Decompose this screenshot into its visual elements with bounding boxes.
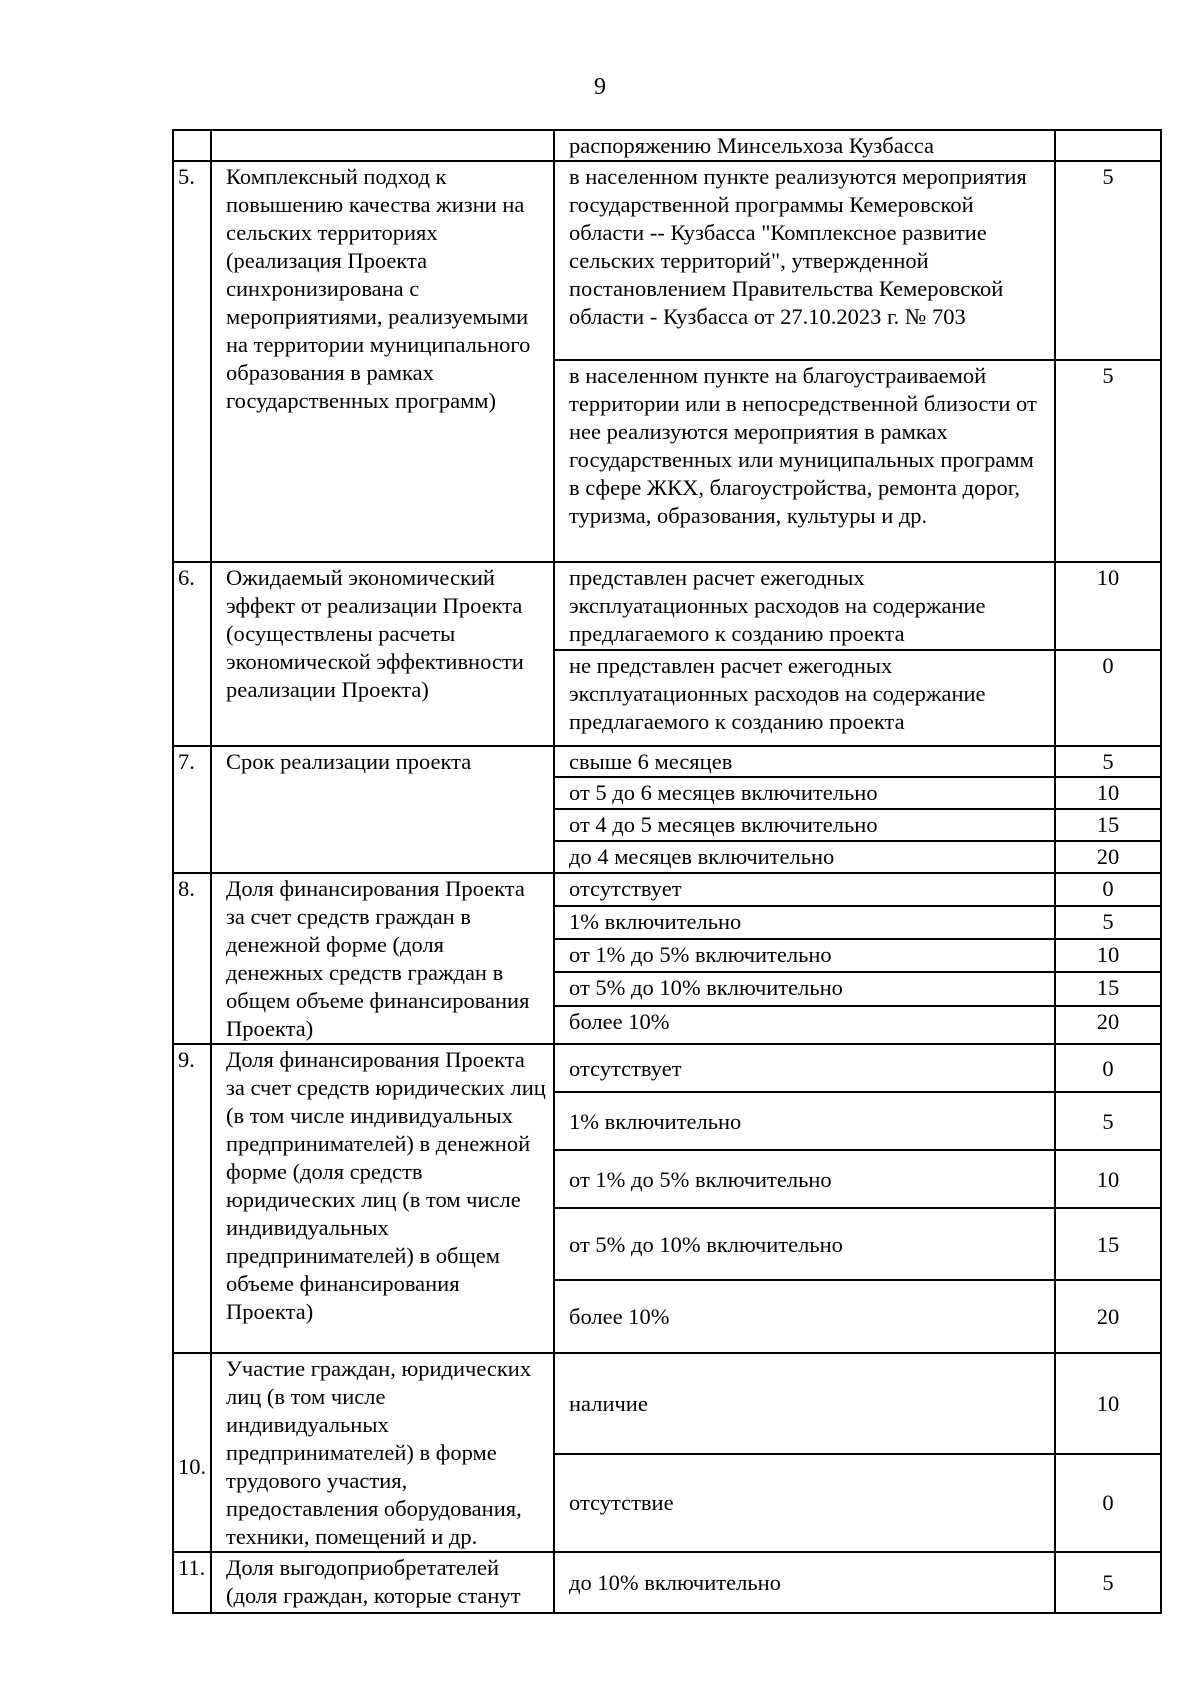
condition-text: в населенном пункте на благоустраиваемой территории или в непосредственной близости от нее реализуются мероприятия в рамках государственных или муниципальных программ в сфере ЖКХ, благоустройства, ремонта дорог, туризма, образования, культуры и др. (554, 360, 1055, 562)
criterion-number: 10. (173, 1353, 211, 1552)
criterion-number: 6. (173, 562, 211, 746)
table-row (173, 562, 1161, 650)
score-value (1055, 130, 1161, 161)
table-row (173, 1044, 1161, 1092)
score-value: 0 (1055, 873, 1161, 906)
score-value: 5 (1055, 1092, 1161, 1150)
condition-text: отсутствие (554, 1454, 1055, 1553)
score-value: 10 (1055, 562, 1161, 650)
criterion-number (173, 130, 211, 161)
condition-text: до 4 месяцев включительно (554, 841, 1055, 873)
criterion-text: Доля финансирования Проекта за счет средств юридических лиц (в том числе индивидуальных предпринимателей) в денежной форме (доля средств юридических лиц (в том числе индивидуальных предпринимателей) в общем объеме финансирования Проекта) (211, 1044, 554, 1353)
condition-text: в населенном пункте реализуются мероприятия государственной программы Кемеровской области -- Кузбасса "Комплексное развитие сельских территорий", утвержденной постановлением Правительства Кемеровской области - Кузбасса от 27.10.2023 г. № 703 (554, 161, 1055, 360)
page-number: 9 (594, 74, 606, 100)
score-value: 5 (1055, 746, 1161, 777)
condition-text: отсутствует (554, 873, 1055, 906)
condition-text: от 5% до 10% включительно (554, 972, 1055, 1005)
condition-text: 1% включительно (554, 906, 1055, 939)
criterion-number: 8. (173, 873, 211, 1044)
score-value: 15 (1055, 1208, 1161, 1280)
table-row (173, 161, 1161, 360)
condition-text: представлен расчет ежегодных эксплуатационных расходов на содержание предлагаемого к созданию проекта (554, 562, 1055, 650)
score-value: 5 (1055, 161, 1161, 360)
score-value: 5 (1055, 1552, 1161, 1613)
score-value: 15 (1055, 972, 1161, 1005)
score-value: 10 (1055, 777, 1161, 809)
score-value: 10 (1055, 1150, 1161, 1208)
criterion-text: Ожидаемый экономический эффект от реализации Проекта (осуществлены расчеты экономической эффективности реализации Проекта) (211, 562, 554, 746)
condition-text: отсутствует (554, 1044, 1055, 1092)
table-row (173, 1552, 1161, 1613)
criterion-text: Срок реализации проекта (211, 746, 554, 873)
table-row (173, 1353, 1161, 1454)
score-value: 10 (1055, 939, 1161, 972)
table-row (173, 873, 1161, 906)
condition-text: от 5 до 6 месяцев включительно (554, 777, 1055, 809)
score-value: 0 (1055, 1044, 1161, 1092)
score-value: 5 (1055, 360, 1161, 562)
condition-text: от 4 до 5 месяцев включительно (554, 809, 1055, 841)
condition-text: не представлен расчет ежегодных эксплуатационных расходов на содержание предлагаемого к созданию проекта (554, 650, 1055, 746)
score-value: 0 (1055, 1454, 1161, 1553)
criterion-text: Комплексный подход к повышению качества жизни на сельских территориях (реализация Проекта синхронизирована с мероприятиями, реализуемыми на территории муниципального образования в рамках государственных программ) (211, 161, 554, 562)
score-value: 20 (1055, 1006, 1161, 1044)
score-value: 15 (1055, 809, 1161, 841)
condition-text: 1% включительно (554, 1092, 1055, 1150)
condition-text: наличие (554, 1353, 1055, 1454)
condition-text: от 5% до 10% включительно (554, 1208, 1055, 1280)
criterion-text: Доля выгодоприобретателей (доля граждан, которые станут (211, 1552, 554, 1613)
criterion-number: 11. (173, 1552, 211, 1613)
criterion-text: Участие граждан, юридических лиц (в том числе индивидуальных предпринимателей) в форме трудового участия, предоставления оборудования, техники, помещений и др. (211, 1353, 554, 1552)
score-value: 0 (1055, 650, 1161, 746)
criterion-number: 9. (173, 1044, 211, 1353)
score-value: 20 (1055, 1280, 1161, 1353)
criterion-text: Доля финансирования Проекта за счет средств граждан в денежной форме (доля денежных средств граждан в общем объеме финансирования Проекта) (211, 873, 554, 1044)
criteria-table (172, 129, 1162, 1614)
criterion-number: 7. (173, 746, 211, 873)
condition-text: распоряжению Минсельхоза Кузбасса (554, 130, 1055, 161)
score-value: 20 (1055, 841, 1161, 873)
score-value: 10 (1055, 1353, 1161, 1454)
condition-text: от 1% до 5% включительно (554, 939, 1055, 972)
condition-text: от 1% до 5% включительно (554, 1150, 1055, 1208)
score-value: 5 (1055, 906, 1161, 939)
condition-text: свыше 6 месяцев (554, 746, 1055, 777)
condition-text: более 10% (554, 1280, 1055, 1353)
criterion-text (211, 130, 554, 161)
table-row (173, 746, 1161, 777)
condition-text: до 10% включительно (554, 1552, 1055, 1613)
table-row (173, 130, 1161, 161)
condition-text: более 10% (554, 1006, 1055, 1044)
criterion-number: 5. (173, 161, 211, 562)
